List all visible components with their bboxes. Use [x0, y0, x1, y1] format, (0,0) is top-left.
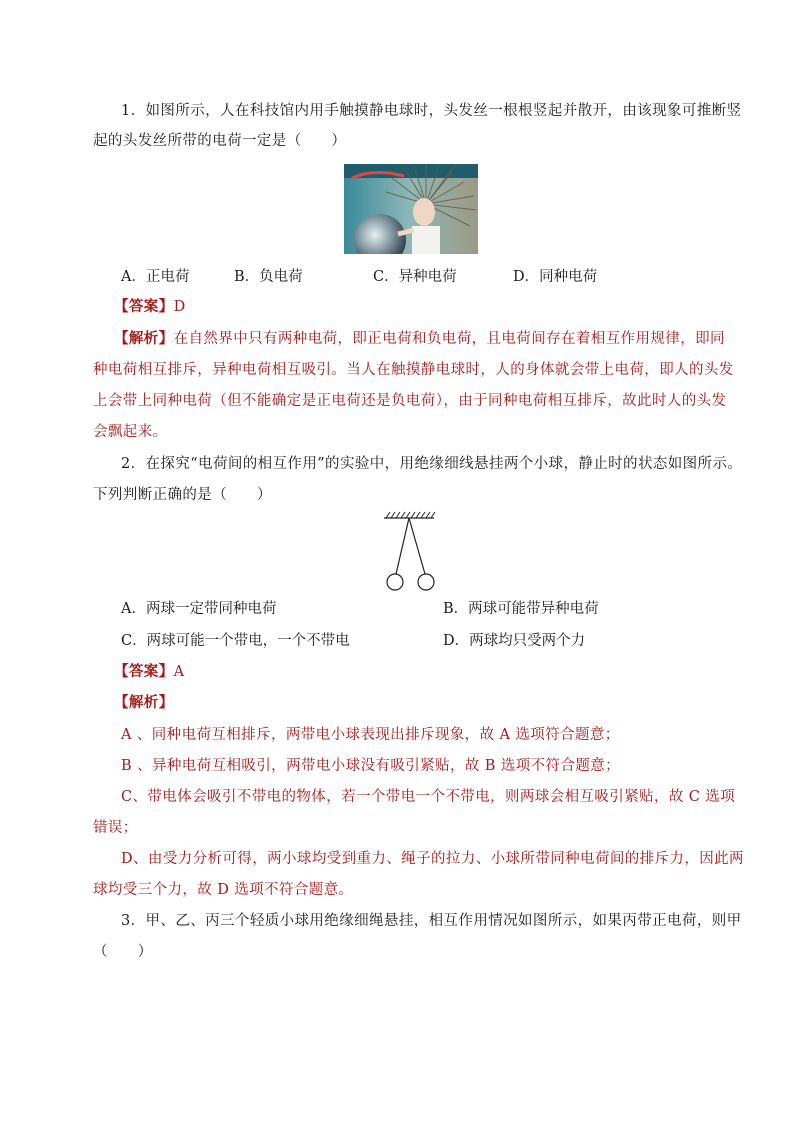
q2-option-b: B．两球可能带异种电荷	[443, 601, 599, 617]
q2-analysis-d-line2: 球均受三个力，故 D 选项不符合题意。	[93, 882, 354, 898]
q1-answer	[114, 297, 186, 317]
q2-analysis-c-line2: 错误；	[93, 820, 138, 836]
q1-analysis-line1	[114, 329, 725, 349]
q1-analysis-label: 【解析】	[114, 330, 174, 347]
q1-answer-label: 【答案】	[114, 298, 174, 315]
q2-analysis-label: 【解析】	[114, 694, 174, 711]
q2-pendulum-diagram	[380, 508, 440, 594]
q1-option-a: A．正电荷	[121, 269, 190, 285]
q1-option-d: D．同种电荷	[513, 269, 598, 285]
q2-option-d: D．两球均只受两个力	[443, 633, 586, 649]
q1-analysis-line2: 种电荷相互排斥，异种电荷相互吸引。当人在触摸静电球时，人的身体就会带上电荷，即人的头发	[93, 362, 734, 378]
q1-analysis-line4: 会飘起来。	[93, 424, 168, 440]
q2-answer-label: 【答案】	[114, 663, 174, 680]
q1-option-b: B．负电荷	[234, 269, 303, 285]
q2-stem-line2: 下列判断正确的是（ ）	[93, 487, 272, 503]
q3-stem-line1: 3．甲、乙、丙三个轻质小球用绝缘细绳悬挂，相互作用情况如图所示，如果丙带正电荷，则甲	[121, 913, 742, 929]
q1-photo-static-ball	[344, 164, 478, 254]
q1-analysis-text1: 在自然界中只有两种电荷，即正电荷和负电荷，且电荷间存在着相互作用规律，即同	[173, 331, 725, 347]
q2-option-a: A．两球一定带同种电荷	[121, 601, 277, 617]
q2-answer	[114, 662, 184, 682]
q2-answer-value: A	[173, 664, 185, 680]
q1-analysis-line3: 上会带上同种电荷（但不能确定是正电荷还是负电荷），由于同种电荷相互排斥，故此时人的头发	[93, 393, 727, 409]
q1-stem-line2: 起的头发丝所带的电荷一定是（ ）	[93, 133, 347, 149]
q1-option-c: C．异种电荷	[373, 269, 457, 285]
q2-analysis-b: B 、异种电荷互相吸引，两带电小球没有吸引紧贴，故 B 选项不符合题意；	[121, 758, 621, 774]
q1-answer-value: D	[173, 299, 186, 315]
q2-stem-line1: 2．在探究“电荷间的相互作用”的实验中，用绝缘细线悬挂两个小球，静止时的状态如图所示。	[121, 456, 743, 472]
q2-option-c: C．两球可能一个带电，一个不带电	[121, 633, 350, 649]
q2-analysis-a: A 、同种电荷互相排斥，两带电小球表现出排斥现象，故 A 选项符合题意；	[121, 727, 620, 743]
q1-stem-line1: 1．如图所示，人在科技馆内用手触摸静电球时，头发丝一根根竖起并散开，由该现象可推断竖	[121, 103, 742, 119]
q2-analysis-d-line1: D、由受力分析可得，两小球均受到重力、绳子的拉力、小球所带同种电荷间的排斥力，因此两	[121, 851, 744, 867]
q3-stem-line2: （ ）	[93, 944, 153, 960]
q2-analysis-c-line1: C、带电体会吸引不带电的物体，若一个带电一个不带电，则两球会相互吸引紧贴，故 C 选项	[121, 789, 736, 805]
